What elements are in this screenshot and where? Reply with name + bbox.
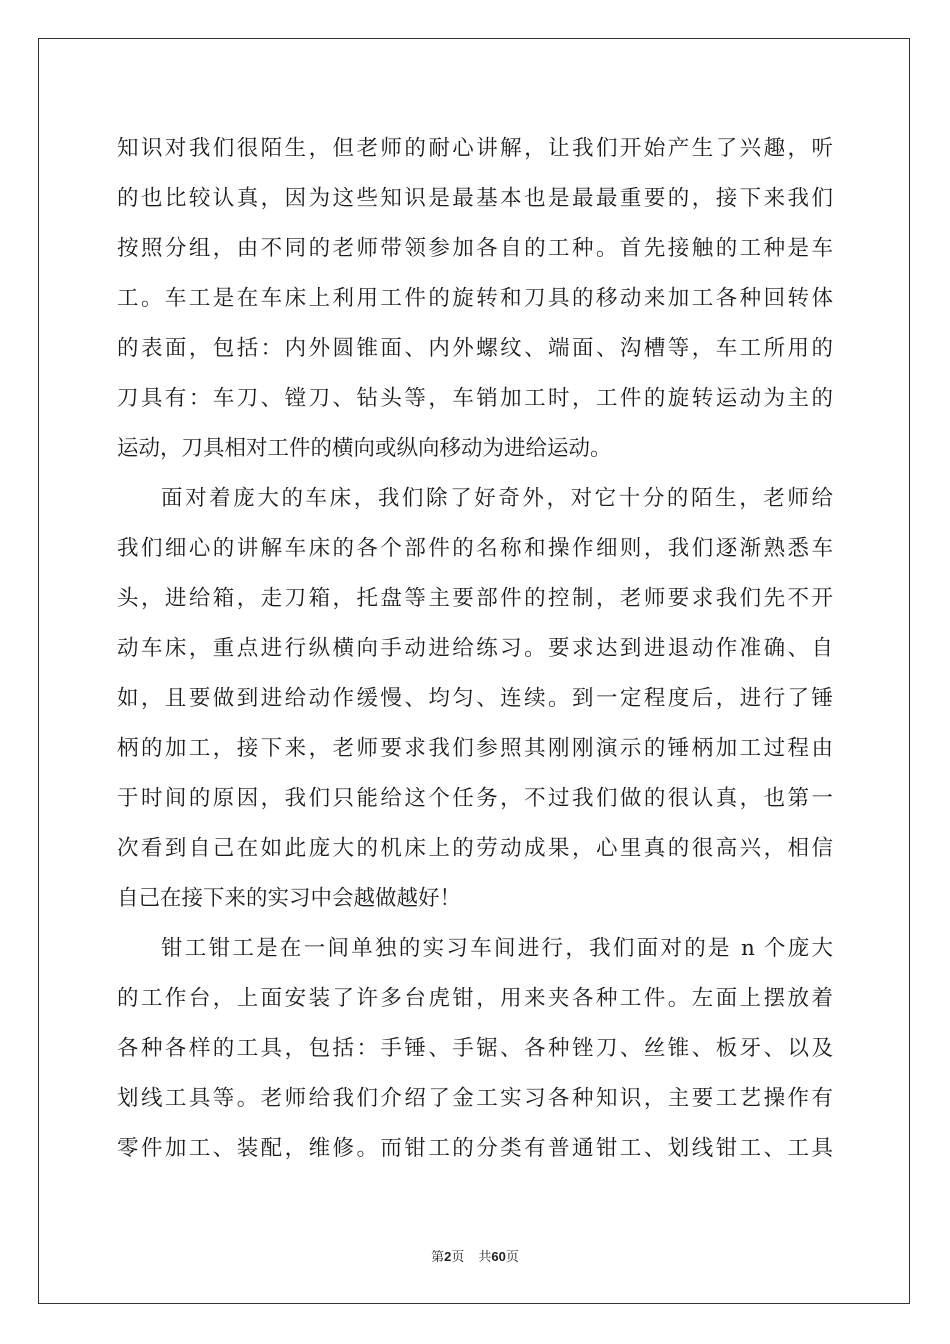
paragraph-3-line-5: 零件加工、装配，维修。而钳工的分类有普通钳工、划线钳工、工具 bbox=[117, 1136, 833, 1161]
paragraph-3-line-2: 的工作台，上面安装了许多台虎钳，用来夹各种工件。左面上摆放着 bbox=[117, 986, 833, 1011]
paragraph-3-line-4: 划线工具等。老师给我们介绍了金工实习各种知识，主要工艺操作有 bbox=[117, 1086, 833, 1111]
page-number: 2 bbox=[444, 1249, 452, 1264]
paragraph-1-line-4: 工。车工是在车床上利用工件的旋转和刀具的移动来加工各种回转体 bbox=[117, 286, 833, 311]
paragraph-2-line-8: 次看到自己在如此庞大的机床上的劳动成果，心里真的很高兴，相信 bbox=[117, 836, 833, 861]
paragraph-3-line-3: 各种各样的工具，包括：手锤、手锯、各种锉刀、丝锥、板牙、以及 bbox=[117, 1036, 833, 1061]
paragraph-2-line-4: 动车床，重点进行纵横向手动进给练习。要求达到进退动作准确、自 bbox=[117, 636, 833, 661]
total-pages: 60 bbox=[491, 1249, 506, 1264]
total-suffix: 页 bbox=[505, 1250, 519, 1265]
paragraph-2-line-2: 我们细心的讲解车床的各个部件的名称和操作细则，我们逐渐熟悉车 bbox=[117, 536, 833, 561]
paragraph-1-line-1: 知识对我们很陌生，但老师的耐心讲解，让我们开始产生了兴趣，听 bbox=[117, 136, 833, 161]
paragraph-1-line-3: 按照分组，由不同的老师带领参加各自的工种。首先接触的工种是车 bbox=[117, 236, 833, 261]
paragraph-1-line-7: 运动，刀具相对工件的横向或纵向移动为进给运动。 bbox=[117, 436, 612, 461]
paragraph-2-line-7: 于时间的原因，我们只能给这个任务，不过我们做的很认真，也第一 bbox=[117, 786, 833, 811]
page-footer bbox=[0, 1246, 950, 1265]
paragraph-2-line-9: 自己在接下来的实习中会越做越好！ bbox=[117, 886, 462, 911]
paragraph-1-line-2: 的也比较认真，因为这些知识是最基本也是最最重要的，接下来我们 bbox=[117, 186, 833, 211]
paragraph-1-line-6: 刀具有：车刀、镗刀、钻头等，车销加工时，工件的旋转运动为主的 bbox=[117, 386, 833, 411]
paragraph-1-line-5: 的表面，包括：内外圆锥面、内外螺纹、端面、沟槽等，车工所用的 bbox=[117, 336, 833, 361]
paragraph-2-line-3: 头，进给箱，走刀箱，托盘等主要部件的控制，老师要求我们先不开 bbox=[117, 586, 833, 611]
page-prefix: 第 bbox=[431, 1250, 445, 1265]
paragraph-3-line-1: 钳工钳工是在一间单独的实习车间进行，我们面对的是 n 个庞大 bbox=[161, 936, 833, 961]
total-prefix: 共 bbox=[478, 1250, 492, 1265]
paragraph-2-line-1: 面对着庞大的车床，我们除了好奇外，对它十分的陌生，老师给 bbox=[161, 486, 833, 511]
page-suffix: 页 bbox=[451, 1250, 465, 1265]
paragraph-2-line-6: 柄的加工，接下来，老师要求我们参照其刚刚演示的锤柄加工过程由 bbox=[117, 736, 833, 761]
paragraph-2-line-5: 如，且要做到进给动作缓慢、均匀、连续。到一定程度后，进行了锤 bbox=[117, 686, 833, 711]
